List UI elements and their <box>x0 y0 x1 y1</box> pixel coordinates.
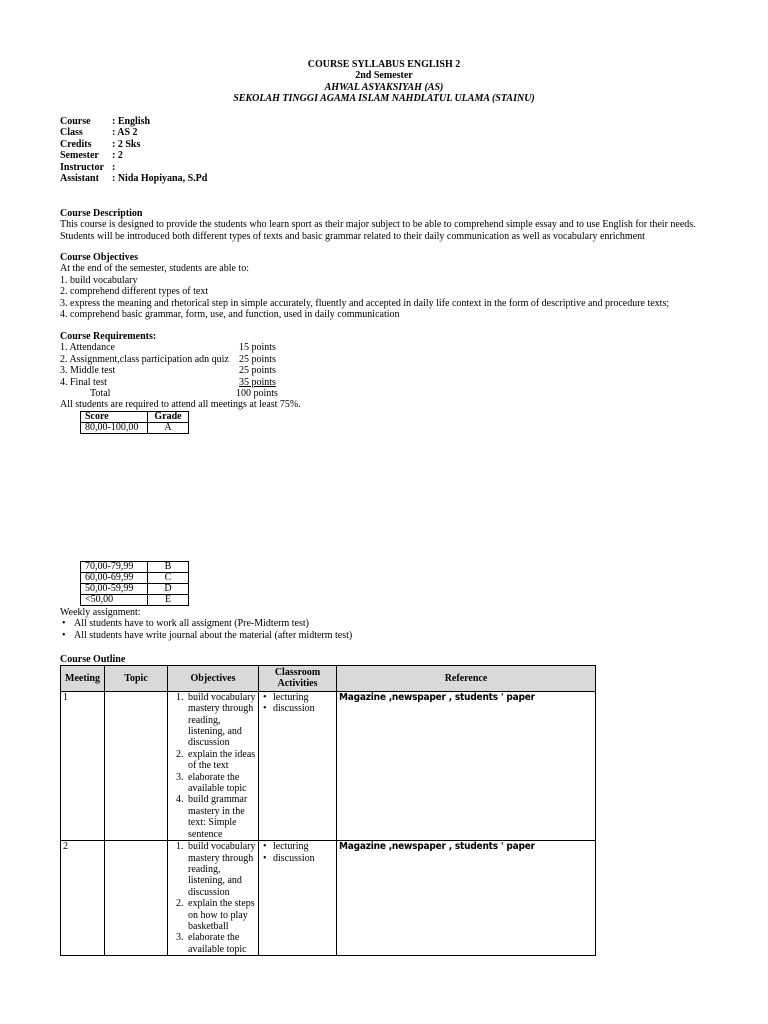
section-heading: Course Description <box>60 208 143 219</box>
requirement-total-row <box>60 388 300 399</box>
outline-heading: Course Outline <box>60 654 126 665</box>
activity-item: • lecturing <box>275 692 334 703</box>
info-value: : AS 2 <box>112 127 138 139</box>
grade-score: 50,00-59,99 <box>81 584 148 595</box>
outline-header-reference: Reference <box>337 666 596 692</box>
course-description <box>60 208 696 242</box>
outline-header-meeting: Meeting <box>61 666 105 692</box>
meeting-activities <box>259 841 337 956</box>
grade-table-header <box>81 412 189 423</box>
meeting-reference: Magazine ,newspaper , students ' paper <box>337 691 596 840</box>
outline-header-topic: Topic <box>105 666 168 692</box>
objective-item: 1. build vocabulary mastery through reading, listening, and discussion <box>186 692 256 749</box>
weekly-item <box>60 618 352 629</box>
grade-header-score: Score <box>81 412 148 423</box>
meeting-number: 2 <box>61 841 105 956</box>
info-value: : 2 Sks <box>112 138 141 150</box>
grade-score: 70,00-79,99 <box>81 562 148 573</box>
grade-letter: D <box>148 584 189 595</box>
info-value: : 2 <box>112 150 123 162</box>
weekly-heading: Weekly assignment: <box>60 607 141 618</box>
requirement-row <box>60 365 300 376</box>
objective-item: 1. build vocabulary <box>60 274 138 286</box>
outline-header-activities: Classroom Activities <box>259 666 337 692</box>
weekly-item-text: All students have to work all assigment (Pre-Midterm test) <box>74 618 309 630</box>
requirement-row <box>60 377 300 388</box>
grade-letter: A <box>148 423 189 434</box>
meeting-activities <box>259 691 337 840</box>
meeting-objectives <box>168 691 259 840</box>
objective-item: 4. comprehend basic grammar, form, use, and function, used in daily communication <box>60 309 400 321</box>
meeting-number: 1 <box>61 691 105 840</box>
info-value: : <box>112 161 116 173</box>
outline-row <box>61 841 596 956</box>
school-subtitle: SEKOLAH TINGGI AGAMA ISLAM NAHDLATUL ULAMA (STAINU) <box>233 93 535 104</box>
requirement-points: 35 points <box>239 376 276 388</box>
info-value: : English <box>112 116 151 127</box>
outline-header-row <box>61 666 596 692</box>
objective-item: 2. comprehend different types of text <box>60 286 209 298</box>
requirement-label: 1. Attendance <box>60 342 115 354</box>
course-info <box>60 116 207 184</box>
grade-header-grade: Grade <box>148 412 189 423</box>
info-row <box>60 116 207 127</box>
info-value: : Nida Hopiyana, S.Pd <box>112 173 208 185</box>
info-label: Credits <box>60 138 92 150</box>
objective-item: 2. explain the ideas of the text <box>186 749 256 772</box>
activity-item: • discussion <box>275 853 334 864</box>
objective-item: 1. build vocabulary mastery through reading, listening, and discussion <box>186 841 256 898</box>
grade-score: <50,00 <box>81 595 148 606</box>
grade-row <box>81 562 189 573</box>
objective-item: 3. elaborate the available topic <box>186 772 256 795</box>
grade-row <box>81 584 189 595</box>
objective-item: 2. explain the steps on how to play basketball <box>186 898 256 932</box>
info-label: Instructor <box>60 161 104 173</box>
grade-score: 60,00-69,99 <box>81 573 148 584</box>
meeting-topic <box>105 691 168 840</box>
info-row <box>60 150 207 161</box>
requirement-total-label: Total <box>90 388 111 400</box>
activity-item: • lecturing <box>275 841 334 852</box>
weekly-assignment <box>60 607 352 641</box>
requirement-label: 3. Middle test <box>60 365 116 377</box>
section-heading: Course Objectives <box>60 252 139 263</box>
requirement-row <box>60 354 300 365</box>
meeting-objectives <box>168 841 259 956</box>
attendance-note: All students are required to attend all meetings at least 75%. <box>60 399 301 410</box>
grade-row <box>81 595 189 606</box>
objectives-intro: At the end of the semester, students are able to: <box>60 263 249 275</box>
description-text: This course is designed to provide the students who learn sport as their major subject to be able to comprehend simple essay and to use English for their needs. <box>60 219 696 231</box>
document-title: COURSE SYLLABUS ENGLISH 2 <box>307 59 461 70</box>
info-label: Assistant <box>60 173 99 185</box>
requirement-points: 25 points <box>239 365 276 377</box>
bullet-icon <box>62 630 74 641</box>
weekly-item <box>60 630 352 641</box>
objective-item: 3. elaborate the available topic <box>186 932 256 955</box>
course-objectives <box>60 252 669 320</box>
grade-letter: E <box>148 595 189 606</box>
program-subtitle: AHWAL ASYAKSIYAH (AS) <box>324 82 444 93</box>
outline-row <box>61 691 596 840</box>
info-label: Semester <box>60 150 99 162</box>
info-label: Course <box>60 116 91 127</box>
section-heading: Course Requirements: <box>60 331 157 342</box>
bullet-icon <box>62 618 74 629</box>
activity-item: • discussion <box>275 703 334 714</box>
grade-table <box>80 411 189 434</box>
objective-item: 3. express the meaning and rhetorical step in simple accurately, fluently and accepted in daily life context in the form of descriptive and procedure texts; <box>60 297 670 309</box>
meeting-topic <box>105 841 168 956</box>
semester-subtitle: 2nd Semester <box>355 70 413 81</box>
requirement-points: 25 points <box>239 353 276 365</box>
grade-letter: B <box>148 562 189 573</box>
grade-score: 80,00-100,00 <box>81 423 148 434</box>
info-label: Class <box>60 127 83 139</box>
requirement-points: 15 points <box>239 342 276 354</box>
requirement-total-points: 100 points <box>236 388 278 400</box>
grade-table-continued <box>80 561 189 606</box>
weekly-item-text: All students have write journal about the material (after midterm test) <box>74 629 353 641</box>
grade-row <box>81 423 189 434</box>
info-row <box>60 173 207 184</box>
description-text: Students will be introduced both different types of texts and basic grammar related to their daily communication as well as vocabulary enrichment <box>60 230 645 242</box>
grade-row <box>81 573 189 584</box>
outline-header-objectives: Objectives <box>168 666 259 692</box>
info-row <box>60 162 207 173</box>
course-outline-table <box>60 665 596 956</box>
objective-item: 4. build grammar mastery in the text: Simple sentence <box>186 794 256 840</box>
course-requirements <box>60 331 300 399</box>
requirement-row <box>60 342 300 353</box>
info-row <box>60 139 207 150</box>
info-row <box>60 127 207 138</box>
requirement-label: 4. Final test <box>60 376 107 388</box>
grade-letter: C <box>148 573 189 584</box>
requirement-label: 2. Assignment,class participation adn quiz <box>60 353 229 365</box>
meeting-reference: Magazine ,newspaper , students ' paper <box>337 841 596 956</box>
